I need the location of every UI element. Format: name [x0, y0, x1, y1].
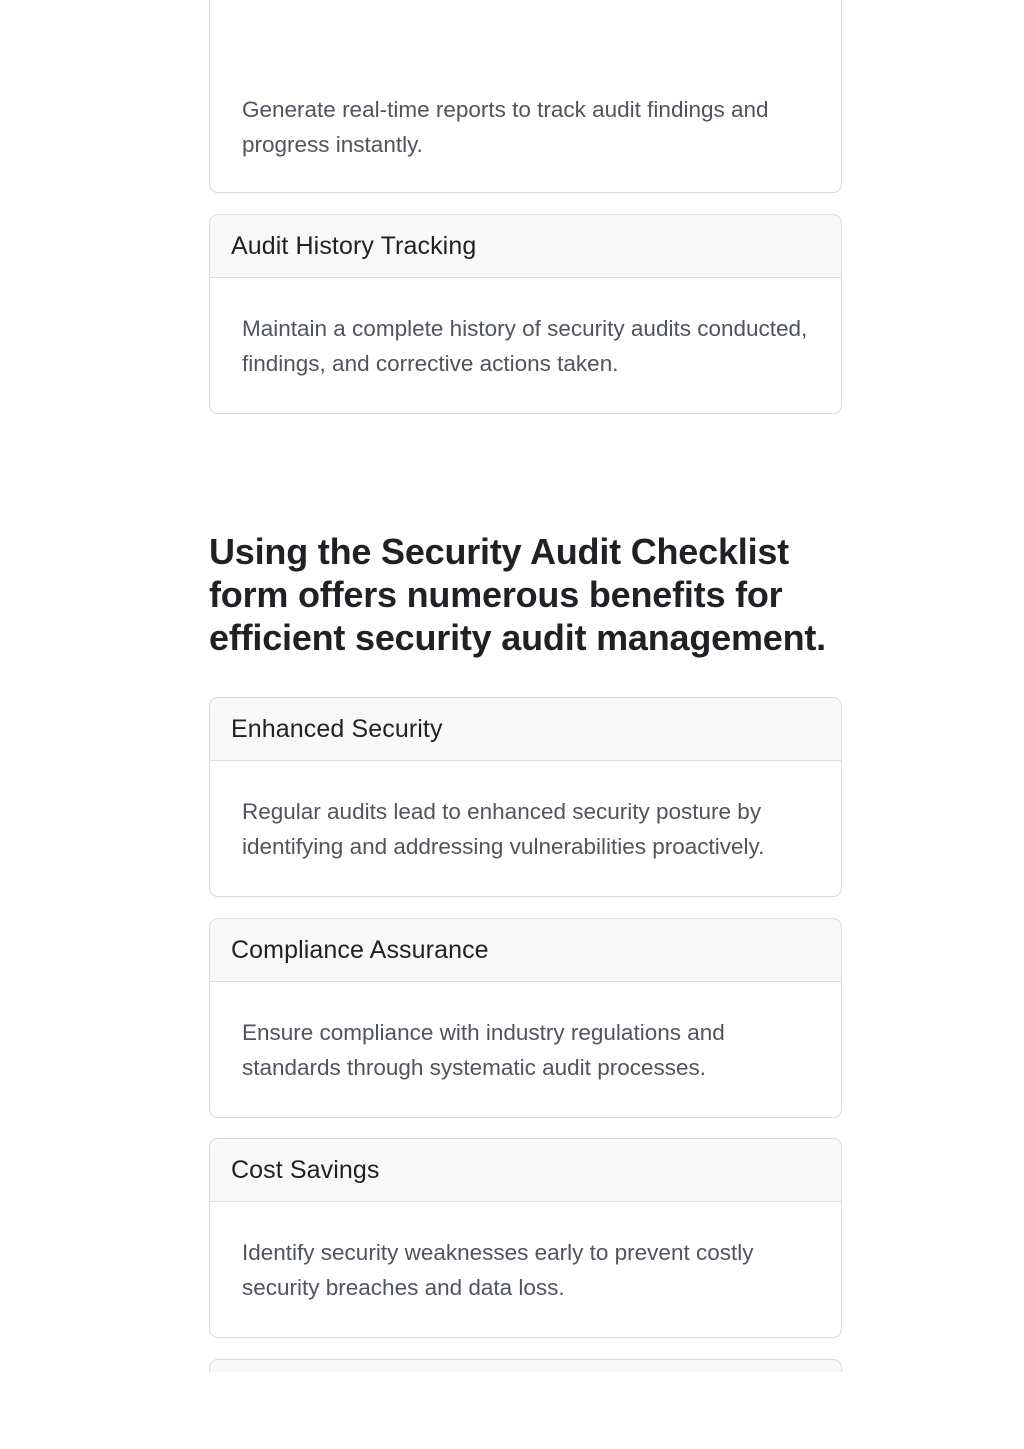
feature-card-description: Maintain a complete history of security audits conducted, findings, and corrective actions taken.: [242, 316, 808, 376]
benefit-card-title: Compliance Assurance: [210, 919, 841, 982]
benefit-card-description: Identify security weaknesses early to prevent costly security breaches and data loss.: [242, 1240, 754, 1300]
benefit-card-description: Ensure compliance with industry regulations and standards through systematic audit processes.: [242, 1020, 725, 1080]
benefit-card-cost-savings: [209, 1138, 842, 1338]
benefit-card-enhanced-security: [209, 697, 842, 897]
feature-card-realtime-reports: [209, 0, 842, 193]
benefit-card-title: Cost Savings: [210, 1139, 841, 1202]
benefits-heading: Using the Security Audit Checklist form offers numerous benefits for efficient security audit management.: [209, 531, 826, 658]
benefit-card-next-partial: [209, 1359, 842, 1372]
feature-card-description: Generate real-time reports to track audit findings and progress instantly.: [242, 97, 769, 157]
benefit-card-header-partial: [210, 1360, 841, 1372]
benefit-card-title: Enhanced Security: [210, 698, 841, 761]
benefit-card-compliance-assurance: [209, 918, 842, 1118]
feature-card-audit-history: [209, 214, 842, 414]
feature-card-title: Audit History Tracking: [210, 215, 841, 278]
benefit-card-description: Regular audits lead to enhanced security posture by identifying and addressing vulnerabilities proactively.: [242, 799, 765, 859]
